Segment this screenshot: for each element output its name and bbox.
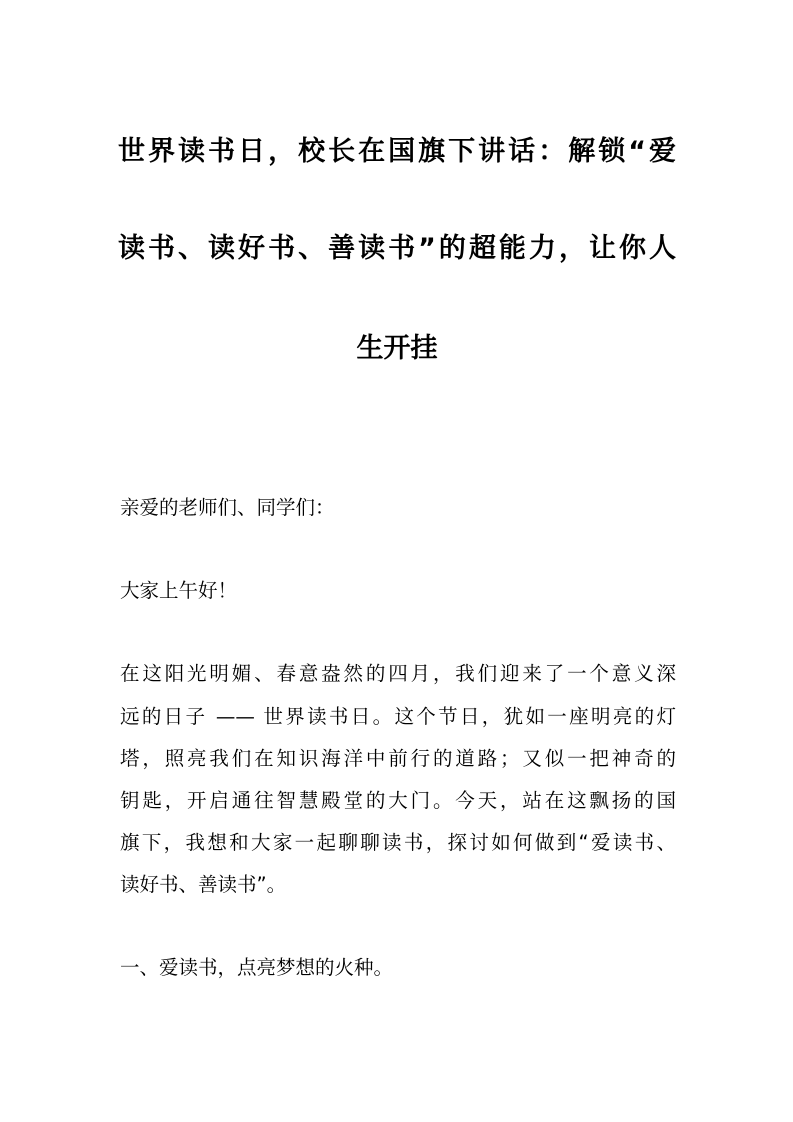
title-line-3: 生开挂 xyxy=(356,333,438,364)
greeting: 大家上午好！ xyxy=(120,579,238,602)
title-line-1: 世界读书日，校长在国旗下讲话：解锁“爱 xyxy=(118,136,676,167)
section-1-heading: 一、爱读书，点亮梦想的火种。 xyxy=(120,956,394,979)
intro-line-6: 读好书、善读书”。 xyxy=(120,873,287,896)
title-line-2: 读书、读好书、善读书”的超能力，让你人 xyxy=(118,233,676,264)
salutation: 亲爱的老师们、同学们： xyxy=(120,496,335,519)
intro-line-4: 钥匙，开启通往智慧殿堂的大门。今天，站在这飘扬的国 xyxy=(120,789,676,812)
intro-line-5: 旗下，我想和大家一起聊聊读书，探讨如何做到“爱读书、 xyxy=(120,831,676,854)
intro-line-3: 塔，照亮我们在知识海洋中前行的道路；又似一把神奇的 xyxy=(120,747,676,770)
intro-line-1: 在这阳光明媚、春意盎然的四月，我们迎来了一个意义深 xyxy=(120,662,676,685)
intro-line-2: 远的日子 —— 世界读书日。这个节日，犹如一座明亮的灯 xyxy=(120,705,676,728)
